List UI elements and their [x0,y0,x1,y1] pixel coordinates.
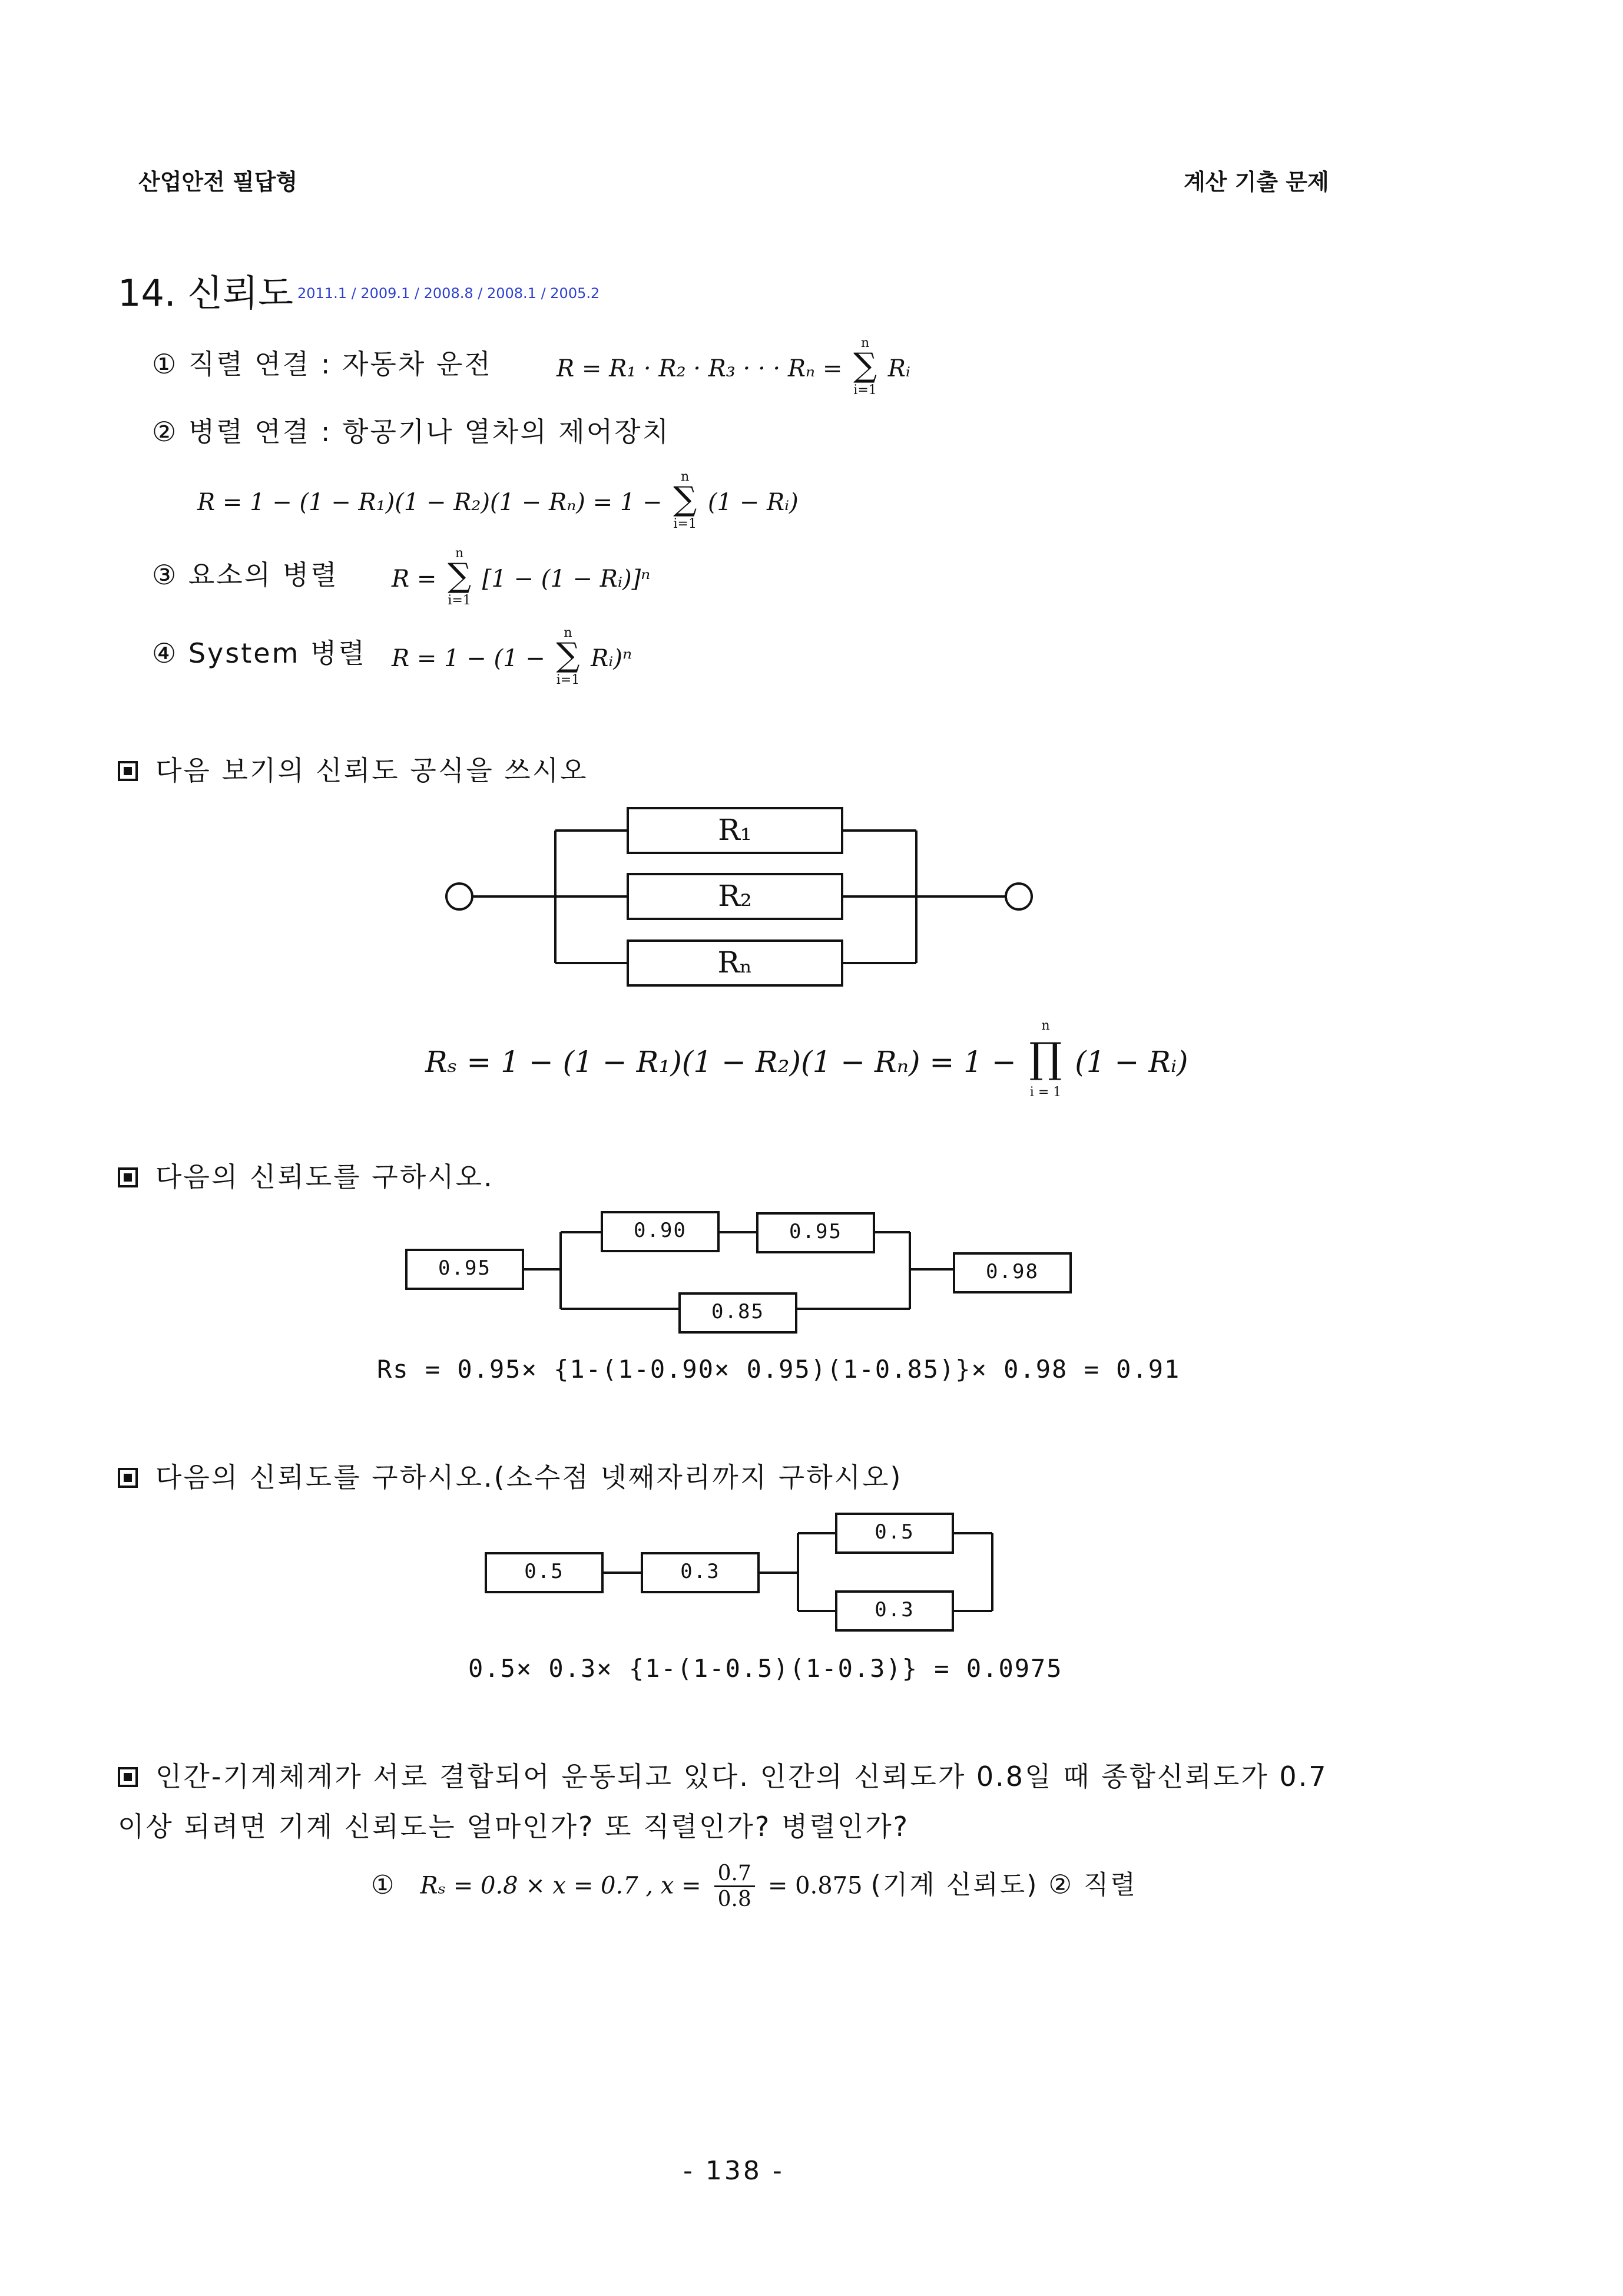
q3-label-b: 0.3 [680,1560,720,1583]
product-symbol: n ∏ i = 1 [1029,1018,1062,1100]
square-bullet-icon [118,1767,138,1787]
q1-formula [425,1018,1188,1100]
terminal-right-icon [1006,884,1032,909]
q1-formula-main: Rₛ = 1 − (1 − R₁)(1 − R₂)(1 − Rₙ) = 1 − [425,1045,1016,1079]
item-element-parallel-formula [392,546,651,608]
formula-lhs: R = R₁ · R₂ · R₃ · · · Rₙ = [557,355,843,382]
q3-label-bottom: 0.3 [875,1598,915,1622]
header-right: 계산 기출 문제 [1184,169,1329,195]
q2-label-top-a: 0.90 [634,1219,687,1242]
item-series-label: ① 직렬 연결 : 자동차 운전 [152,348,492,380]
q4-answer-prefix: ① [371,1870,395,1900]
q3-prompt: 다음의 신뢰도를 구하시오.(소수점 넷째자리까지 구하시오) [118,1456,902,1495]
q2-prompt: 다음의 신뢰도를 구하시오. [118,1156,494,1195]
square-bullet-icon [118,761,138,781]
formula-lhs: R = 1 − (1 − R₁)(1 − R₂)(1 − Rₙ) = 1 − [197,489,663,516]
item-system-parallel-formula [392,626,632,687]
q4-answer [371,1861,1137,1911]
q4-fraction: $\frac{0.7}{0.8}$ [714,1861,755,1911]
formula-lhs: R = 1 − (1 − [392,645,545,672]
q2-answer: Rs = 0.95× {1-(1-0.90× 0.95)(1-0.85)}× 0.98 = 0.91 [377,1355,1181,1384]
q4-prompt-line2: 이상 되려면 기계 신뢰도는 얼마인가? 또 직렬인가? 병렬인가? [118,1811,910,1842]
q2-label-first: 0.95 [438,1256,491,1280]
sigma-symbol: n ∑ i=1 [556,626,580,687]
header-left: 산업안전 필답형 [138,169,298,195]
q1-prompt: 다음 보기의 신뢰도 공식을 쓰시오 [118,749,588,788]
item-parallel-label: ② 병렬 연결 : 항공기나 열차의 제어장치 [152,416,671,448]
item-element-parallel-label: ③ 요소의 병렬 [152,559,339,591]
page-number: - 138 - [683,2156,784,2186]
q3-label-a: 0.5 [524,1560,564,1583]
sigma-symbol: n ∑ i=1 [853,336,877,398]
q2-label-bottom: 0.85 [711,1300,764,1324]
section-title: 14. 신뢰도 [118,272,293,315]
item-system-parallel-label: ④ System 병렬 [152,637,366,669]
terminal-left-icon [446,884,472,909]
q3-label-top: 0.5 [875,1520,915,1544]
q4-answer-suffix: (기계 신뢰도) ② 직렬 [870,1870,1137,1900]
q2-label-last: 0.98 [986,1260,1039,1283]
sigma-symbol: n ∑ i=1 [673,469,697,531]
q3-answer: 0.5× 0.3× {1-(1-0.5)(1-0.3)} = 0.0975 [468,1654,1063,1683]
item-series-formula [557,336,910,398]
label-rn: Rₙ [717,945,753,980]
formula-rhs: (1 − Rᵢ) [707,489,799,516]
square-bullet-icon [118,1468,138,1488]
formula-lhs: R = [392,565,437,593]
q1-formula-tail: (1 − Rᵢ) [1075,1045,1188,1079]
sigma-symbol: n ∑ i=1 [448,546,472,608]
item-parallel-formula [197,469,799,531]
label-r1: R₁ [718,813,752,847]
square-bullet-icon [118,1167,138,1187]
section-dates: 2011.1 / 2009.1 / 2008.8 / 2008.1 / 2005.2 [297,285,600,302]
q2-label-top-b: 0.95 [789,1220,842,1243]
formula-rhs: Rᵢ [887,355,910,382]
q4-prompt-line1: 인간-기계체계가 서로 결합되어 운동되고 있다. 인간의 신뢰도가 0.8일 때 종합신뢰도가 0.7 [118,1755,1328,1794]
formula-rhs: [1 − (1 − Rᵢ)]ⁿ [482,565,651,593]
q4-answer-result: = 0.875 [767,1872,863,1900]
formula-rhs: Rᵢ)ⁿ [591,645,632,672]
q4-answer-math: Rₛ = 0.8 × x = 0.7 , x = [420,1872,701,1900]
label-r2: R₂ [718,879,752,913]
